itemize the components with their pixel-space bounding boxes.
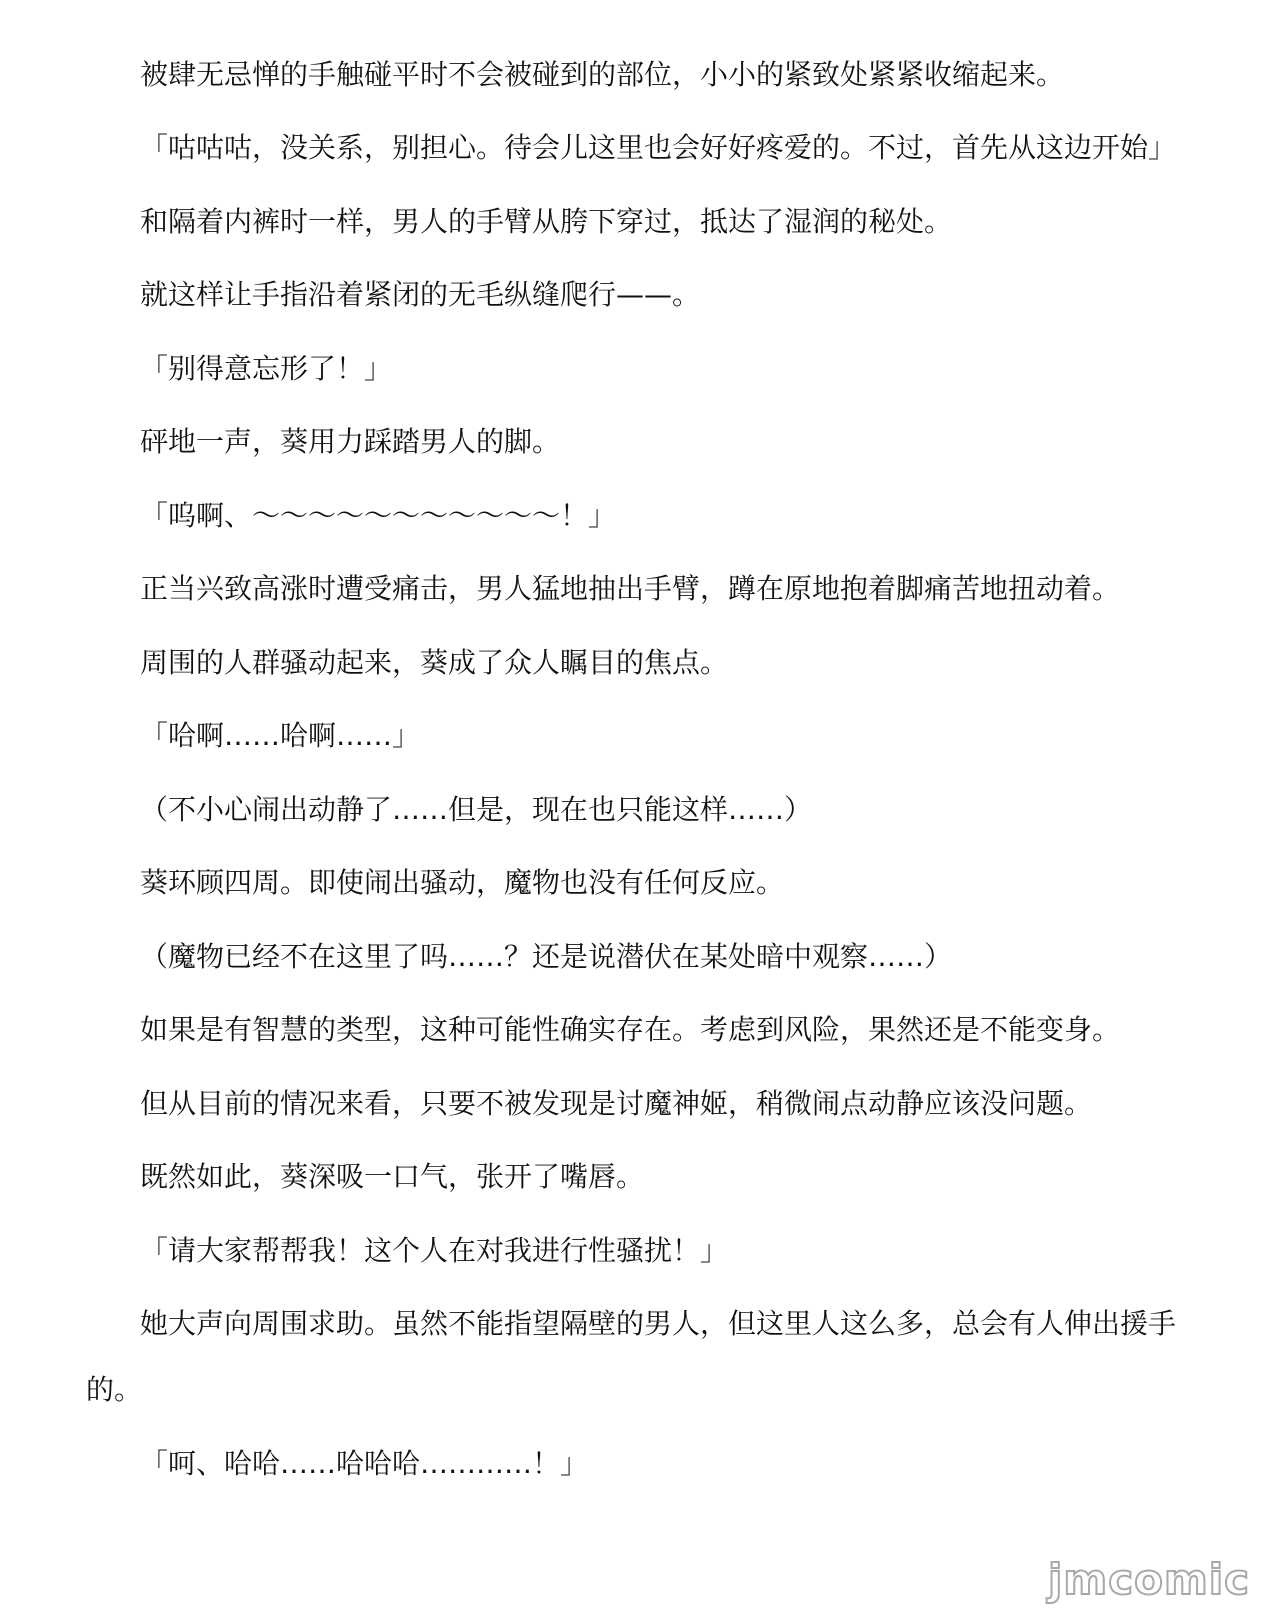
watermark-logo: jmcomic — [1048, 1555, 1250, 1604]
text-line: 但从目前的情况来看，只要不被发现是讨魔神姬，稍微闹点动静应该没问题。 — [140, 1087, 1093, 1120]
text-line: （魔物已经不在这里了吗……？还是说潜伏在某处暗中观察……） — [140, 940, 953, 973]
text-line: 的。 — [86, 1373, 143, 1406]
text-line: 如果是有智慧的类型，这种可能性确实存在。考虑到风险，果然还是不能变身。 — [140, 1013, 1121, 1046]
text-line: 既然如此，葵深吸一口气，张开了嘴唇。 — [140, 1160, 645, 1193]
text-line: 「咕咕咕，没关系，别担心。待会儿这里也会好好疼爱的。不过，首先从这边开始」 — [140, 131, 1177, 164]
text-line: 周围的人群骚动起来，葵成了众人瞩目的焦点。 — [140, 646, 729, 679]
text-line: （不小心闹出动静了……但是，现在也只能这样……） — [140, 793, 813, 826]
text-line: 和隔着内裤时一样，男人的手臂从胯下穿过，抵达了湿润的秘处。 — [140, 205, 953, 238]
text-line: 「请大家帮帮我！这个人在对我进行性骚扰！」 — [140, 1234, 729, 1267]
text-line: 就这样让手指沿着紧闭的无毛纵缝爬行——。 — [140, 278, 701, 311]
text-line: 葵环顾四周。即使闹出骚动，魔物也没有任何反应。 — [140, 866, 785, 899]
text-line: 正当兴致高涨时遭受痛击，男人猛地抽出手臂，蹲在原地抱着脚痛苦地扭动着。 — [140, 572, 1121, 605]
text-line: 砰地一声，葵用力踩踏男人的脚。 — [140, 425, 561, 458]
text-line: 「哈啊……哈啊……」 — [140, 719, 421, 752]
text-line: 「别得意忘形了！」 — [140, 352, 393, 385]
text-line: 被肆无忌惮的手触碰平时不会被碰到的部位，小小的紧致处紧紧收缩起来。 — [140, 58, 1065, 91]
text-line: 「呵、哈哈……哈哈哈…………！」 — [140, 1447, 589, 1480]
text-line: 「呜啊、～～～～～～～～～～～！」 — [140, 499, 617, 532]
text-line: 她大声向周围求助。虽然不能指望隔壁的男人，但这里人这么多，总会有人伸出援手 — [140, 1307, 1177, 1340]
